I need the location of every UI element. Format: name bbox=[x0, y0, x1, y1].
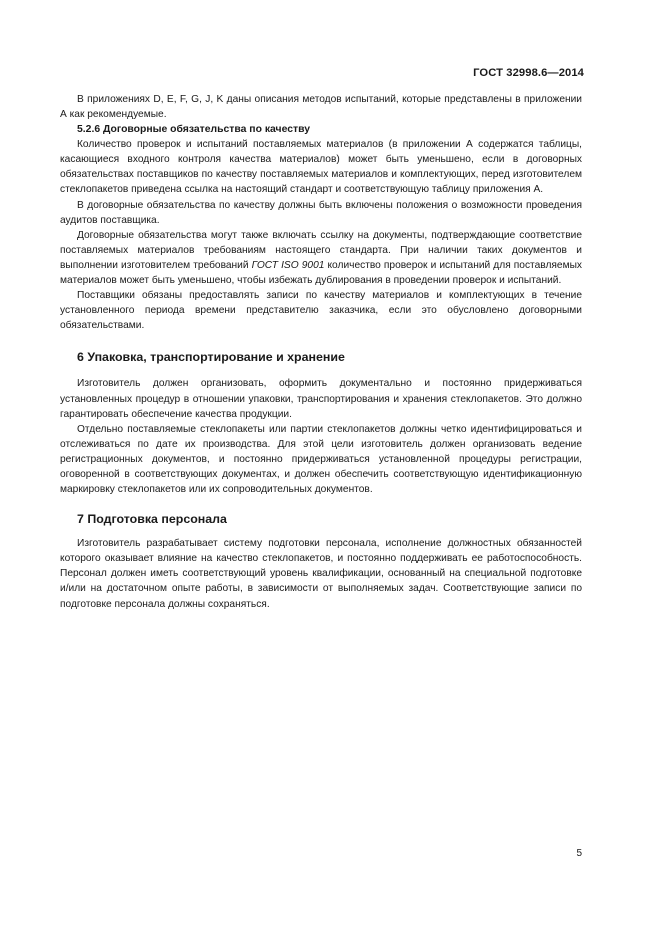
paragraph-staff-training: Изготовитель разрабатывает систему подготовки персонала, исполнение должностных обязанностей которого оказывает влияние на качество стеклопакетов, и постоянно поддерживать ее работоспособность. Персонал должен иметь соответствующий уровень квалификации, основанный на специальной подготовке и/или на достаточном опыте работы, в зависимости от выполняемых задач. Соответствующие записи по подготовке персонала должны сохраняться. bbox=[60, 538, 582, 610]
paragraph-quality-records: Поставщики обязаны предоставлять записи по качеству материалов и комплектующих в течение установленного периода времени представителю заказчика, если это обусловлено договорными обязательствами. bbox=[60, 290, 582, 332]
iso-text-before: Договорные обязательства могут также включать ссылку на документы, подтверждающие соответствие поставляемых материалов требованиям настоящего стандарта. При наличии таких документов и выполнении изготовителем требований bbox=[60, 229, 582, 271]
iso-standard-reference: ГОСТ ISO 9001 bbox=[251, 259, 325, 271]
paragraph-packaging-procedures: Изготовитель должен организовать, оформить документально и постоянно придерживаться установленных процедур в отношении упаковки, транспортирования и хранения стеклопакетов. Это должно гарантировать обеспечение качества продукции. bbox=[60, 378, 582, 420]
section-title-7: 7 Подготовка персонала bbox=[77, 512, 227, 527]
paragraph-identification: Отдельно поставляемые стеклопакеты или партии стеклопакетов должны четко идентифицироваться и отслеживаться по дате их производства. Для этой цели изготовитель должен организовать ведение регистрационных документов, и постоянно придерживаться установленной процедуры регистрации, оговоренной в соответствующих документах, и должен обеспечить соответствующую идентификационную маркировку стеклопакетов или их сопроводительных документов. bbox=[60, 423, 582, 496]
paragraph-inspection-reduction: Количество проверок и испытаний поставляемых материалов (в приложении А содержатся таблицы, касающиеся входного контроля качества материалов) может быть уменьшено, если в договорных обязательствах поставщиков по качеству поставляемых материалов и комплектующих, перед изготовителем стеклопакетов приведена ссылка на настоящий стандарт и соответствующую таблицу приложения А. bbox=[60, 139, 582, 196]
section-title-6: 6 Упаковка, транспортирование и хранение bbox=[77, 350, 345, 365]
subsection-title-5-2-6: 5.2.6 Договорные обязательства по качеству bbox=[77, 124, 310, 136]
iso-text-after: количество проверок и испытаний для поставляемых материалов может быть уменьшено, чтобы избежать дублирования в проведении проверок и испытаний. bbox=[60, 259, 583, 287]
page-content bbox=[60, 92, 582, 612]
paragraph-supplier-audits: В договорные обязательства по качеству должны быть включены положения о возможности проведения аудитов поставщика. bbox=[60, 199, 582, 226]
document-header: ГОСТ 32998.6—2014 bbox=[473, 67, 584, 79]
page-number: 5 bbox=[576, 848, 582, 859]
paragraph-appendix-methods: В приложениях D, E, F, G, J, K даны описания методов испытаний, которые представлены в приложении А как рекомендуемые. bbox=[60, 94, 582, 121]
paragraph-iso-reference bbox=[60, 228, 582, 288]
